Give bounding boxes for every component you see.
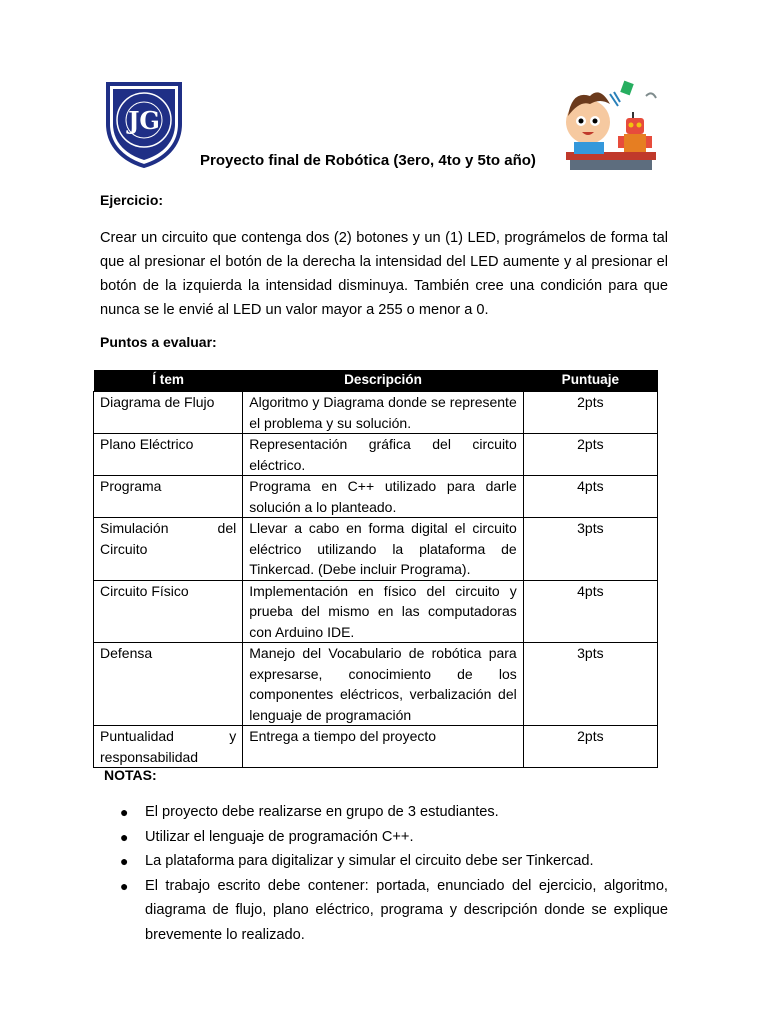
row-item: Defensa: [94, 643, 243, 726]
row-description: Algoritmo y Diagrama donde se represente el problema y su solución.: [243, 392, 523, 434]
row-item: Simulación del Circuito: [94, 518, 243, 581]
table-row: [94, 476, 658, 518]
note-text: La plataforma para digitalizar y simular el circuito debe ser Tinkercad.: [145, 853, 594, 869]
table-header-row: [94, 370, 658, 392]
row-description: Entrega a tiempo del proyecto: [243, 726, 523, 768]
row-description: Representación gráfica del circuito eléctrico.: [243, 434, 523, 476]
row-score: 2pts: [523, 726, 657, 768]
header-description: Descripción: [243, 370, 523, 392]
notes-list: [100, 800, 668, 947]
row-item: Plano Eléctrico: [94, 434, 243, 476]
row-score: 4pts: [523, 580, 657, 643]
row-score: 2pts: [523, 392, 657, 434]
list-item: [100, 849, 668, 874]
puntos-heading: Puntos a evaluar:: [100, 334, 217, 350]
note-text: El trabajo escrito debe contener: portada, enunciado del ejercicio, algoritmo, diagrama de flujo, plano eléctrico, programa y descripción donde se explique brevemente lo realizado.: [145, 877, 668, 943]
school-logo: [104, 80, 184, 168]
bullet-icon: ●: [120, 804, 129, 820]
kid-robot-illustration: [560, 76, 664, 176]
row-description: Implementación en físico del circuito y prueba del mismo en las computadoras con Arduino IDE.: [243, 580, 523, 643]
row-description: Llevar a cabo en forma digital el circuito eléctrico utilizando la plataforma de Tinkercad. (Debe incluir Programa).: [243, 518, 523, 581]
row-score: 3pts: [523, 518, 657, 581]
list-item: [100, 874, 668, 948]
document-title: Proyecto final de Robótica (3ero, 4to y 5to año): [200, 152, 536, 169]
list-item: [100, 800, 668, 825]
row-score: 2pts: [523, 434, 657, 476]
table-row: [94, 392, 658, 434]
ejercicio-heading: Ejercicio:: [100, 192, 164, 208]
row-item: Puntualidad y responsabilidad: [94, 726, 243, 768]
logo-initials: JG: [128, 106, 160, 135]
notas-heading: NOTAS:: [104, 767, 157, 783]
bullet-icon: ●: [120, 877, 129, 894]
bullet-icon: ●: [120, 853, 129, 869]
row-score: 4pts: [523, 476, 657, 518]
note-text: El proyecto debe realizarse en grupo de 3 estudiantes.: [145, 804, 499, 820]
row-item: Diagrama de Flujo: [94, 392, 243, 434]
header-score: Puntuaje: [523, 370, 657, 392]
row-item: Programa: [94, 476, 243, 518]
header-item: Í tem: [94, 370, 243, 392]
ejercicio-text: Crear un circuito que contenga dos (2) botones y un (1) LED, prográmelos de forma tal que al presionar el botón de la derecha la intensidad del LED aumente y al presionar el botón de la izquierda la intensidad disminuya. También cree una condición para que nunca se le envié al LED un valor mayor a 255 o menor a 0.: [100, 230, 668, 318]
list-item: [100, 825, 668, 850]
table-row: [94, 434, 658, 476]
table-row: [94, 580, 658, 643]
bullet-icon: ●: [120, 828, 129, 845]
note-text: Utilizar el lenguaje de programación C++.: [145, 828, 414, 845]
table-row: [94, 518, 658, 581]
row-description: Manejo del Vocabulario de robótica para expresarse, conocimiento de los componentes eléctricos, verbalización del lenguaje de programación: [243, 643, 523, 726]
row-description: Programa en C++ utilizado para darle solución a lo planteado.: [243, 476, 523, 518]
table-row: [94, 643, 658, 726]
row-score: 3pts: [523, 643, 657, 726]
row-item: Circuito Físico: [94, 580, 243, 643]
table-row: [94, 726, 658, 768]
rubric-table: [93, 370, 658, 768]
